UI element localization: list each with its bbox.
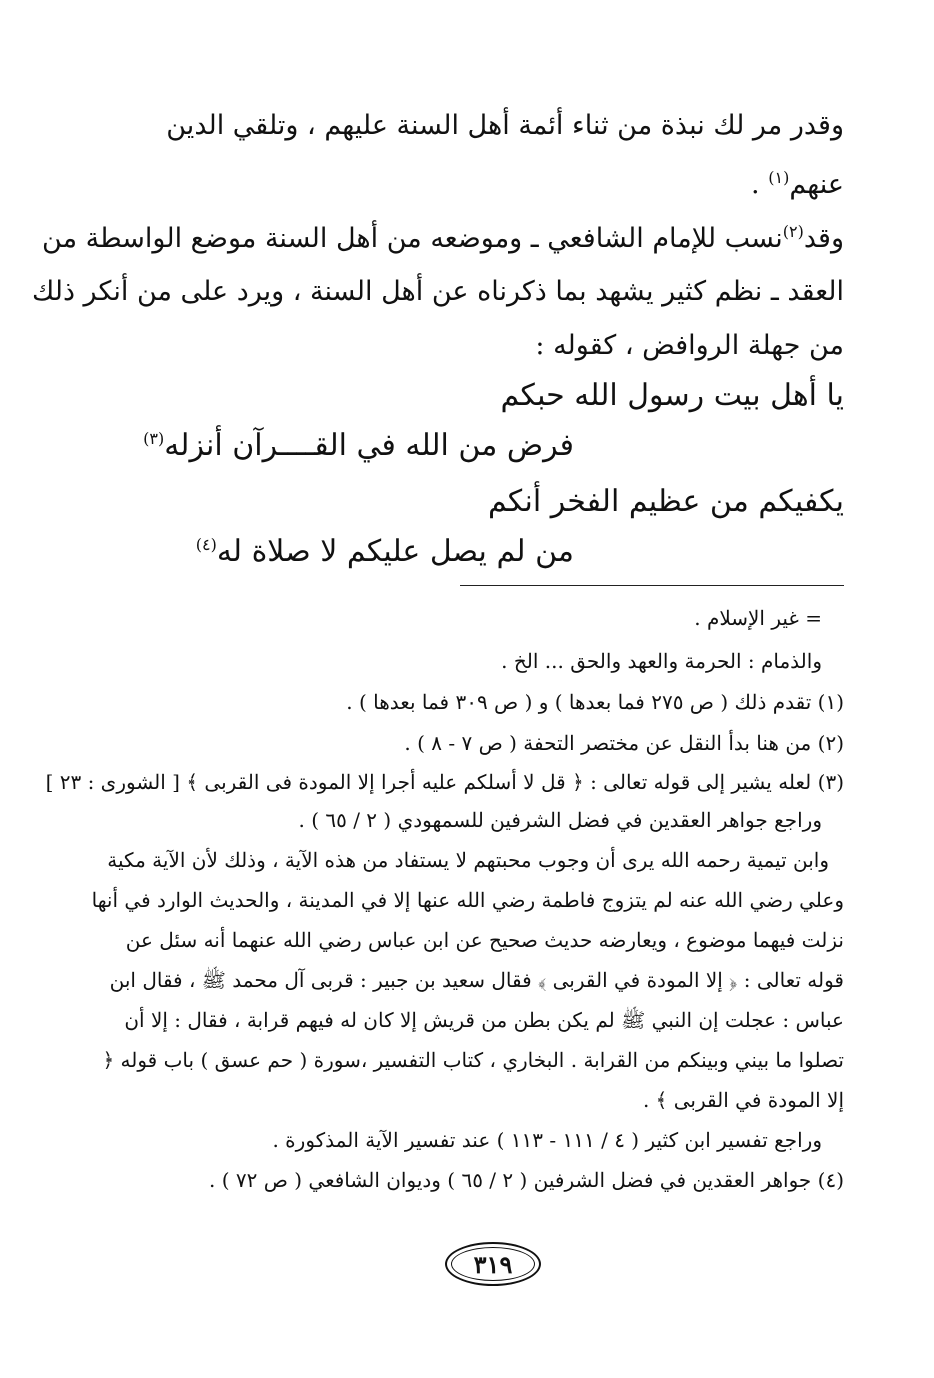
footnote-4: (٤) جواهر العقدين في فضل الشرفين ( ٢ / ٦٥ ) وديوان الشافعي ( ص ٧٢ ) . xyxy=(209,1168,844,1192)
footnote-line: نزلت فيهما موضوع ، ويعارضه حديث صحيح عن ابن عباس رضي الله عنهما أنه سئل عن xyxy=(125,928,844,952)
footnote-line: عباس : عجلت إن النبي ﷺ لم يكن بطن من قريش إلا كان له فيهم قرابة ، فقال : إلا أن xyxy=(124,1008,844,1032)
body-text: نسب للإمام الشافعي ـ وموضعه من أهل السنة موضع الواسطة من xyxy=(42,223,783,254)
body-text: عنهم xyxy=(789,169,844,200)
body-line xyxy=(42,222,844,254)
poem-verse xyxy=(143,428,574,463)
body-text: العقد ـ نظم كثير يشهد بما ذكرناه عن أهل السنة ، ويرد على من أنكر ذلك xyxy=(31,276,844,307)
body-text: من جهلة الروافض ، كقوله : xyxy=(535,330,844,361)
footnote-ref: (١) xyxy=(768,168,790,187)
footnote-line: وابن تيمية رحمه الله يرى أن وجوب محبتهم لا يستفاد من هذه الآية ، وذلك لأن الآية مكية xyxy=(107,848,829,872)
footnote-line: إلا المودة في القربى ﴾ . xyxy=(642,1088,844,1112)
footnote-line: قوله تعالى : ﴿ إلا المودة في القربى ﴾ فقال سعيد بن جبير : قربى آل محمد ﷺ ، فقال ابن xyxy=(109,968,844,992)
poem-verse xyxy=(196,534,574,569)
verse-text: يكفيكم من عظيم الفخر أنكم xyxy=(487,484,844,519)
footnote-ref: (٢) xyxy=(782,222,804,241)
verse-text: فرض من الله في القــــرآن أنزله xyxy=(164,428,574,463)
footnote-ref: (٣) xyxy=(143,429,165,448)
body-text: وقدر مر لك نبذة من ثناء أئمة أهل السنة عليهم ، وتلقي الدين xyxy=(166,110,844,141)
footnote-3: (٣) لعله يشير إلى قوله تعالى : ﴿ قل لا أسلكم عليه أجرا إلا المودة فى القربى ﴾ [ الشورى : ٢٣ ] xyxy=(45,770,844,794)
poem-verse xyxy=(488,484,844,519)
footnote-ref: (٤) xyxy=(195,535,217,554)
page-number xyxy=(445,1242,541,1286)
footnote-line: وراجع تفسير ابن كثير ( ٤ / ١١١ - ١١٣ ) عند تفسير الآية المذكورة . xyxy=(272,1128,822,1152)
footnote-separator xyxy=(460,585,844,586)
page-number-text: ٣١٩ xyxy=(473,1249,513,1279)
footnote-line: تصلوا ما بيني وبينكم من القرابة . البخاري ، كتاب التفسير ،سورة ( حم عسق ) باب قوله ﴿ xyxy=(102,1048,844,1072)
footnote-2: (٢) من هنا بدأ النقل عن مختصر التحفة ( ص ٧ - ٨ ) . xyxy=(404,731,844,755)
body-line xyxy=(124,168,844,200)
body-line xyxy=(124,110,844,141)
verse-text: يا أهل بيت رسول الله حبكم xyxy=(500,378,844,413)
body-line xyxy=(31,276,844,307)
body-text: . xyxy=(751,169,769,200)
body-line xyxy=(124,330,844,361)
footnote-line: والذمام : الحرمة والعهد والحق ... الخ . xyxy=(501,649,822,673)
poem-verse xyxy=(501,378,844,413)
verse-text: من لم يصل عليكم لا صلاة له xyxy=(216,534,574,569)
footnote-1: (١) تقدم ذلك ( ص ٢٧٥ فما بعدها ) و ( ص ٣٠٩ فما بعدها ) . xyxy=(346,690,844,714)
footnote-line: وعلي رضي الله عنه لم يتزوج فاطمة رضي الله عنها إلا في المدينة ، والحديث الوارد في أنها xyxy=(91,888,844,912)
footnote-line: = غير الإسلام . xyxy=(694,606,822,630)
footnote-line: وراجع جواهر العقدين في فضل الشرفين للسمهودي ( ٢ / ٦٥ ) . xyxy=(298,808,822,832)
body-text: وقد xyxy=(803,223,844,254)
